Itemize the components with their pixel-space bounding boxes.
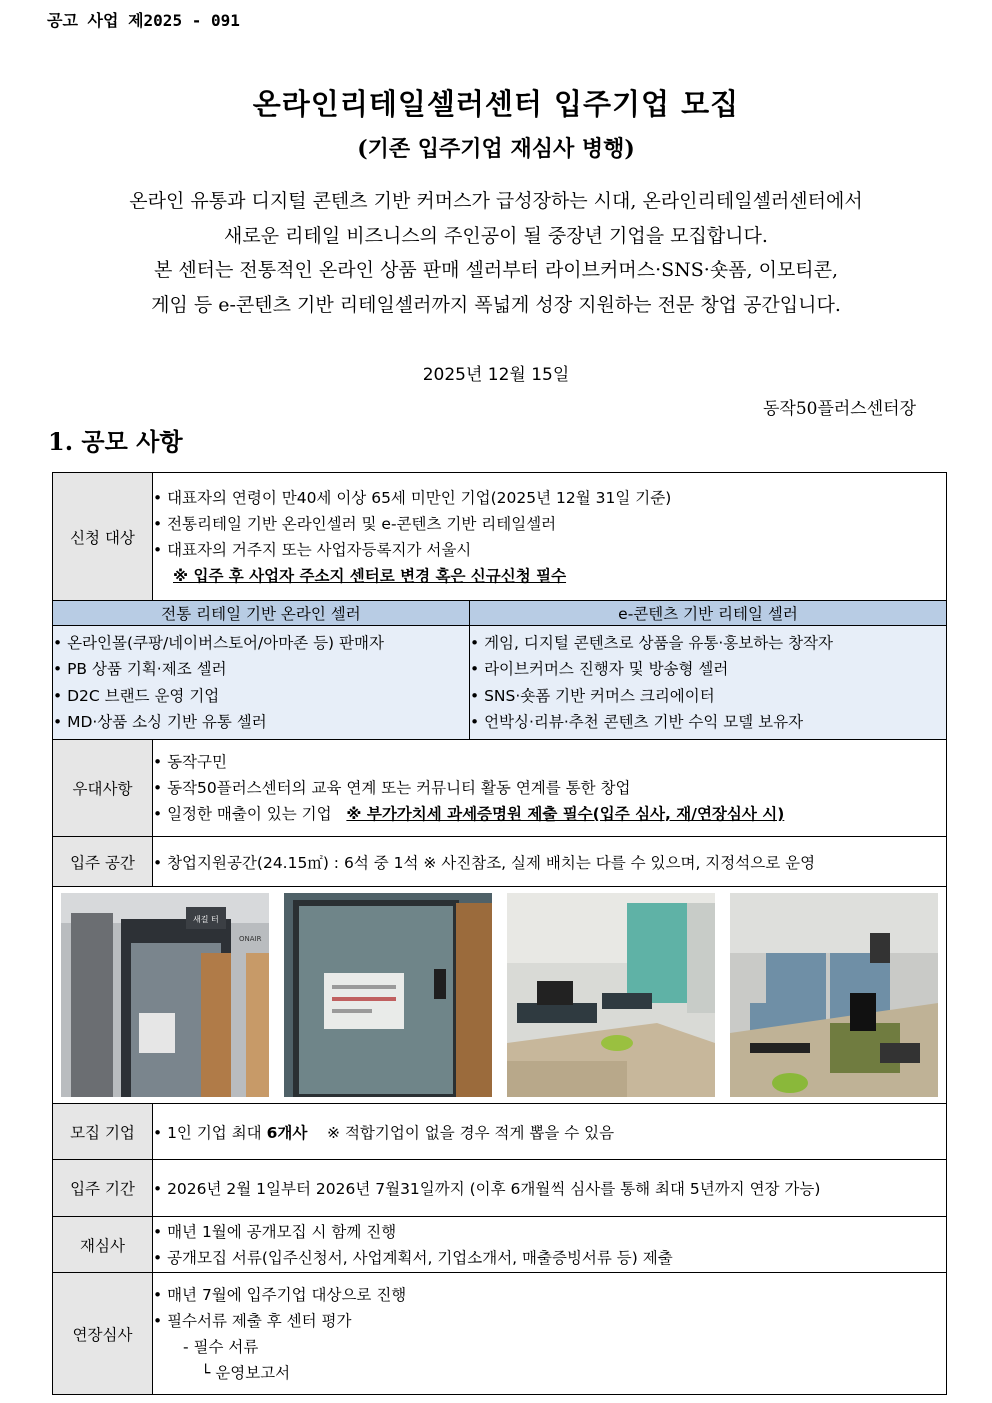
category-right-list (470, 626, 947, 740)
sign-text: 새길 터 (193, 915, 219, 924)
intro-line: 새로운 리테일 비즈니스의 주인공이 될 중장년 기업을 모집합니다. (224, 224, 768, 247)
list-item: • 대표자의 연령이 만40세 이상 65세 미만인 기업(2025년 12월 31일 기준) (153, 488, 672, 507)
recruitment-table (52, 472, 947, 1395)
space-content: • 창업지원공간(24.15㎡) : 6석 중 1석 ※ 사진참조, 실제 배치는 다를 수 있으며, 지정석으로 운영 (153, 837, 947, 887)
list-item: • 게임, 디지털 콘텐츠로 상품을 유통·홍보하는 창작자 (470, 633, 833, 652)
recruit-content (153, 1104, 947, 1160)
page-title: 온라인리테일셀러센터 입주기업 모집 (252, 87, 740, 121)
eligibility-content (153, 473, 947, 601)
recruit-text: • 1인 기업 최대 (153, 1123, 267, 1142)
extension-label: 연장심사 (53, 1273, 153, 1395)
list-subitem: - 필수 서류 (183, 1337, 259, 1356)
rereview-label: 재심사 (53, 1217, 153, 1273)
photo-entrance (61, 893, 269, 1097)
list-item: • 동작50플러스센터의 교육 연계 또는 커뮤니티 활동 연계를 통한 창업 (153, 779, 631, 797)
extension-content (153, 1273, 947, 1395)
category-right-title: e-콘텐츠 기반 리테일 셀러 (470, 601, 947, 626)
list-item: • 매년 7월에 입주기업 대상으로 진행 (153, 1285, 407, 1304)
intro-line: 온라인 유통과 디지털 콘텐츠 기반 커머스가 급성장하는 시대, 온라인리테일셀러센터에서 (129, 190, 863, 212)
recruit-label: 모집 기업 (53, 1104, 153, 1160)
section-title: 1. 공모 사항 (48, 427, 183, 456)
photo-door-sign (284, 893, 492, 1097)
preference-content (153, 740, 947, 837)
list-item: • 일정한 매출이 있는 기업 (153, 805, 332, 823)
list-item: • 필수서류 제출 후 센터 평가 (153, 1311, 352, 1330)
period-content: • 2026년 2월 1일부터 2026년 7월31일까지 (이후 6개월씩 심사를 통해 최대 5년까지 연장 가능) (153, 1160, 947, 1217)
list-item: • SNS·숏폼 기반 커머스 크리에이터 (470, 686, 715, 705)
announcement-date: 2025년 12월 15일 (422, 365, 570, 385)
announcement-number: 공고 사업 제2025 - 091 (47, 11, 240, 30)
issuer: 동작50플러스센터장 (762, 399, 916, 419)
space-label: 입주 공간 (53, 837, 153, 887)
photo-office-desks (507, 893, 715, 1097)
list-item: • 언박싱·리뷰·추천 콘텐츠 기반 수익 모델 보유자 (470, 713, 804, 731)
list-item: • D2C 브랜드 운영 기업 (53, 686, 220, 705)
period-label: 입주 기간 (53, 1160, 153, 1217)
intro-text (30, 184, 962, 322)
preference-note: ※ 부가가치세 과세증명원 제출 필수(입주 심사, 재/연장심사 시) (346, 805, 785, 823)
category-left-title: 전통 리테일 기반 온라인 셀러 (53, 601, 470, 626)
photo-workstations (730, 893, 938, 1097)
eligibility-label: 신청 대상 (53, 473, 153, 601)
list-item: • 온라인몰(쿠팡/네이버스토어/아마존 등) 판매자 (53, 633, 384, 652)
list-item: • 라이브커머스 진행자 및 방송형 셀러 (470, 660, 729, 678)
recruit-count: 6개사 (266, 1123, 308, 1142)
photos-row (53, 887, 947, 1104)
list-item: • 동작구민 (153, 753, 227, 771)
intro-line: 본 센터는 전통적인 온라인 상품 판매 셀러부터 라이브커머스·SNS·숏폼, 이모티콘, (153, 259, 839, 281)
list-item: • 대표자의 거주지 또는 사업자등록지가 서울시 (153, 540, 472, 559)
list-item: • 공개모집 서류(입주신청서, 사업계획서, 기업소개서, 매출증빙서류 등) 제출 (153, 1248, 673, 1267)
list-subsubitem: └ 운영보고서 (201, 1363, 291, 1382)
category-left-list (53, 626, 470, 740)
page-subtitle: (기존 입주기업 재심사 병행) (357, 136, 635, 162)
list-item: • 전통리테일 기반 온라인셀러 및 e-콘텐츠 기반 리테일셀러 (153, 514, 557, 533)
list-item: • 매년 1월에 공개모집 시 함께 진행 (153, 1222, 397, 1241)
preference-label: 우대사항 (53, 740, 153, 837)
eligibility-note: ※ 입주 후 사업자 주소지 센터로 변경 혹은 신규신청 필수 (173, 566, 567, 585)
list-item: • PB 상품 기획·제조 셀러 (53, 660, 227, 678)
recruit-note: ※ 적합기업이 없을 경우 적게 뽑을 수 있음 (327, 1123, 615, 1142)
sign-text: ONAIR (239, 935, 262, 943)
list-item: • MD·상품 소싱 기반 유통 셀러 (53, 713, 267, 731)
rereview-content (153, 1217, 947, 1273)
intro-line: 게임 등 e-콘텐츠 기반 리테일셀러까지 폭넓게 성장 지원하는 전문 창업 공간입니다. (151, 293, 841, 316)
